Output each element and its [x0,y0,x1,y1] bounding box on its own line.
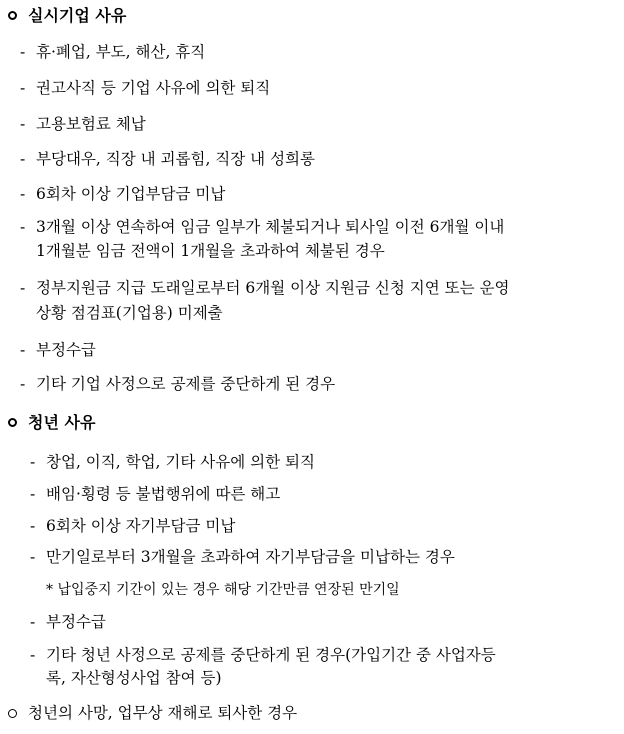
dash-marker: - [30,646,36,664]
list-item: 창업, 이직, 학업, 기타 사유에 의한 퇴직 [46,453,315,471]
dash-marker: - [30,613,36,631]
dash-marker: - [30,517,36,535]
dash-marker: - [20,150,26,168]
list-item: 고용보험료 체납 [36,115,146,133]
list-item: 휴·폐업, 부도, 해산, 휴직 [36,43,206,61]
list-item: 만기일로부터 3개월을 초과하여 자기부담금을 미납하는 경우 [46,548,455,566]
list-item: 3개월 이상 연속하여 임금 일부가 체불되거나 퇴사일 이전 6개월 이내 [36,218,505,236]
dash-marker: - [30,453,36,471]
dash-marker: - [20,218,26,236]
list-note: * 납입중지 기간이 있는 경우 해당 기간만큼 연장된 만기일 [46,582,400,598]
section-bullet-icon [8,418,17,427]
list-item: 부정수급 [46,613,106,631]
dash-marker: - [20,185,26,203]
list-item: 기타 청년 사정으로 공제를 중단하게 된 경우(가입기간 중 사업자등 [46,646,496,664]
dash-marker: - [20,375,26,393]
dash-marker: - [20,43,26,61]
dash-marker: - [20,79,26,97]
dash-marker: - [20,115,26,133]
list-item-continuation: 1개월분 임금 전액이 1개월을 초과하여 체불된 경우 [36,242,385,260]
list-item: 6회차 이상 기업부담금 미납 [36,185,226,203]
list-item: 부정수급 [36,341,96,359]
section-heading-youth: 청년 사유 [28,413,96,432]
dash-marker: - [30,485,36,503]
list-item: 권고사직 등 기업 사유에 의한 퇴직 [36,79,271,97]
list-item: 부당대우, 직장 내 괴롭힘, 직장 내 성희롱 [36,150,315,168]
list-item: 6회차 이상 자기부담금 미납 [46,517,236,535]
list-item: 기타 기업 사정으로 공제를 중단하게 된 경우 [36,375,336,393]
section-bullet-icon [8,709,17,718]
list-item-continuation: 상황 점검표(기업용) 미제출 [36,304,223,322]
list-item: 정부지원금 지급 도래일로부터 6개월 이상 지원금 신청 지연 또는 운영 [36,279,510,297]
list-item: 배임·횡령 등 불법행위에 따른 해고 [46,485,281,503]
dash-marker: - [20,341,26,359]
section-heading-death: 청년의 사망, 업무상 재해로 퇴사한 경우 [28,704,298,722]
dash-marker: - [30,548,36,566]
dash-marker: - [20,279,26,297]
list-item-continuation: 록, 자산형성사업 참여 등) [46,669,222,687]
section-bullet-icon [8,11,17,20]
section-heading-company: 실시기업 사유 [28,6,127,25]
